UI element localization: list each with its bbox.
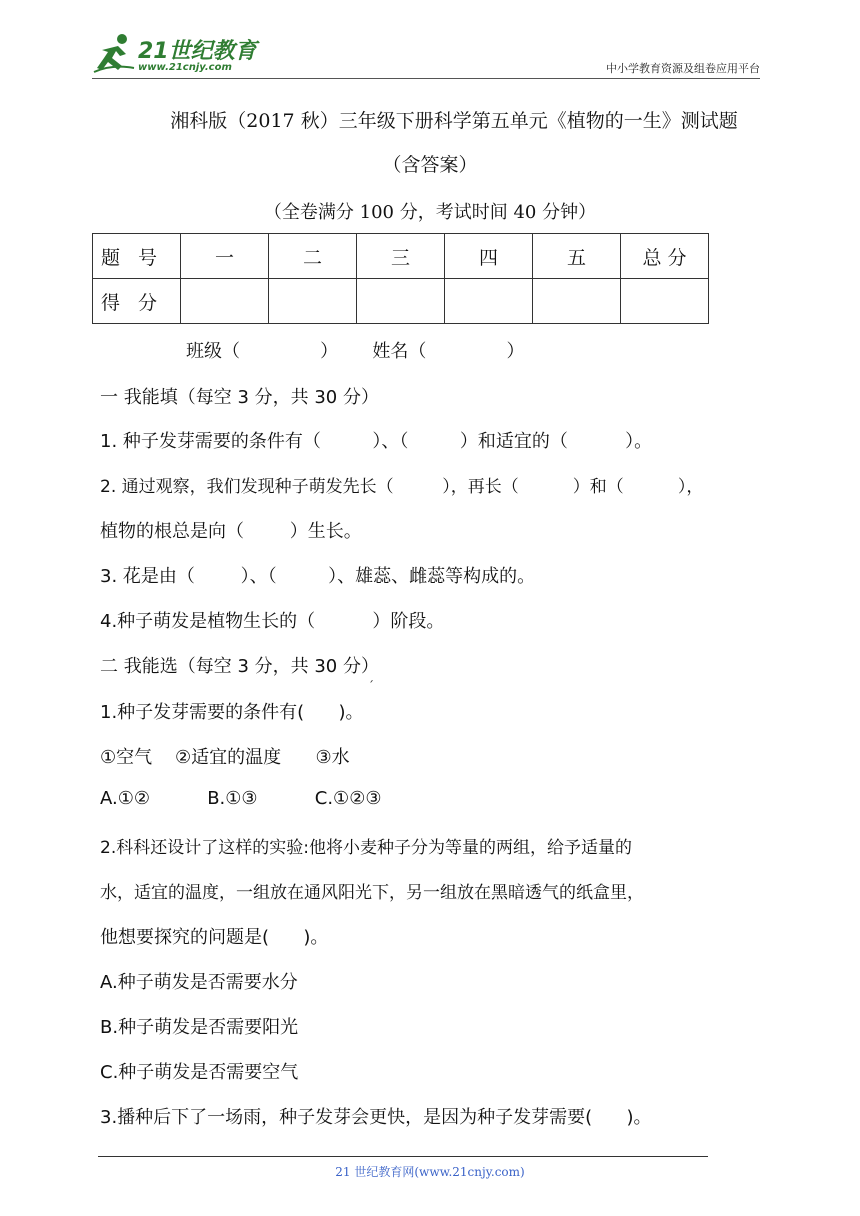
section-1-title: 一 我能填（每空 3 分，共 30 分） bbox=[100, 387, 379, 408]
question-2-1: 1.种子发芽需要的条件有( )。 bbox=[100, 702, 364, 723]
score-cell: 四 bbox=[445, 234, 533, 279]
score-cell: 二 bbox=[269, 234, 357, 279]
question-1-2b: 植物的根总是向（ ）生长。 bbox=[100, 521, 362, 542]
question-1-3: 3. 花是由（ ）、（ ）、雄蕊、雌蕊等构成的。 bbox=[100, 566, 536, 587]
page-title: 湘科版（2017 秋）三年级下册科学第五单元《植物的一生》测试题 bbox=[170, 110, 738, 132]
site-logo bbox=[92, 32, 262, 80]
score-entry-cell[interactable] bbox=[181, 279, 269, 324]
footer-link[interactable]: 21 世纪教育网(www.21cnjy.com) bbox=[335, 1165, 525, 1179]
score-cell: 三 bbox=[357, 234, 445, 279]
question-1-4: 4.种子萌发是植物生长的（ ）阶段。 bbox=[100, 611, 445, 632]
header-platform-text: 中小学教育资源及组卷应用平台 bbox=[606, 62, 760, 75]
check-mark-icon: ˊ bbox=[368, 679, 374, 693]
logo-url: www.21cnjy.com bbox=[138, 62, 232, 73]
section-2-title: 二 我能选（每空 3 分，共 30 分） bbox=[100, 656, 379, 677]
score-entry-cell[interactable] bbox=[533, 279, 621, 324]
page-header bbox=[92, 28, 760, 80]
question-2-2-option-c: C.种子萌发是否需要空气 bbox=[100, 1062, 299, 1083]
score-cell: 总 分 bbox=[621, 234, 709, 279]
score-entry-cell[interactable] bbox=[269, 279, 357, 324]
score-table bbox=[92, 233, 709, 324]
question-1-2a: 2. 通过观察，我们发现种子萌发先长（ ），再长（ ）和（ ）， bbox=[100, 477, 704, 497]
score-entry-cell[interactable] bbox=[621, 279, 709, 324]
page-subtitle: （含答案） bbox=[382, 154, 478, 176]
score-cell: 一 bbox=[181, 234, 269, 279]
question-2-2-option-a: A.种子萌发是否需要水分 bbox=[100, 972, 298, 993]
question-2-2b: 水，适宜的温度，一组放在通风阳光下，另一组放在黑暗透气的纸盒里， bbox=[100, 883, 644, 903]
question-2-2c: 他想要探究的问题是( )。 bbox=[100, 927, 329, 948]
question-2-2-option-b: B.种子萌发是否需要阳光 bbox=[100, 1017, 299, 1038]
score-entry-cell[interactable] bbox=[357, 279, 445, 324]
score-table-header-row bbox=[93, 234, 709, 279]
score-cell: 题 号 bbox=[93, 234, 181, 279]
question-1-1: 1. 种子发芽需要的条件有（ ）、（ ）和适宜的（ ）。 bbox=[100, 431, 653, 452]
question-2-1-options: A.①② B.①③ C.①②③ bbox=[100, 788, 382, 809]
score-cell: 得 分 bbox=[93, 279, 181, 324]
logo-text: 21世纪教育 bbox=[138, 39, 257, 64]
score-entry-cell[interactable] bbox=[445, 279, 533, 324]
class-name-line: 班级（ ） 姓名（ ） bbox=[186, 341, 525, 362]
question-2-1-items: ①空气 ②适宜的温度 ③水 bbox=[100, 747, 350, 768]
exam-info: （全卷满分 100 分，考试时间 40 分钟） bbox=[263, 202, 597, 223]
runner-logo-icon bbox=[92, 32, 136, 76]
footer-divider bbox=[98, 1156, 708, 1157]
question-2-2a: 2.科科还设计了这样的实验:他将小麦种子分为等量的两组，给予适量的 bbox=[100, 838, 632, 858]
header-divider bbox=[92, 78, 760, 79]
score-table-score-row bbox=[93, 279, 709, 324]
score-cell: 五 bbox=[533, 234, 621, 279]
question-2-3: 3.播种后下了一场雨，种子发芽会更快，是因为种子发芽需要( )。 bbox=[100, 1107, 652, 1128]
